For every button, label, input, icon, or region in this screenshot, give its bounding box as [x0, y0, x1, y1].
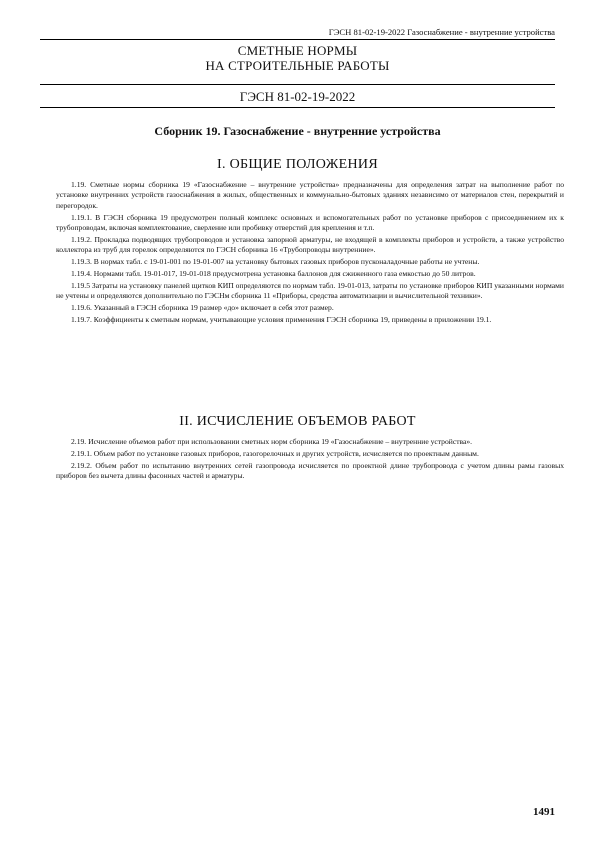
section-heading-volume-calculation: II. ИСЧИСЛЕНИЕ ОБЪЕМОВ РАБОТ	[179, 414, 416, 429]
divider-top	[40, 84, 555, 85]
paragraph: 2.19.2. Объем работ по испытанию внутренних сетей газопровода исчисляется по проектной длине трубопровода с учетом длины рамы газовых приборов без вычета длины фасонных частей и арматуры.	[56, 460, 564, 480]
paragraph: 1.19. Сметные нормы сборника 19 «Газоснабжение – внутренние устройства» предназначены для определения затрат на выполнение работ по установке внутренних устройств газоснабжения в жилых, общественных и коммунально-бытовых зданиях независимо от материалов стен, перекрытий и перегородок.	[56, 180, 564, 210]
paragraph: 1.19.1. В ГЭСН сборника 19 предусмотрен полный комплекс основных и вспомогательных работ по установке приборов с присоединением их к трубопроводам, включая комплектование, сверление или пробивку отверстий для крепления и т.п.	[56, 212, 564, 233]
paragraph: 1.19.7. Коэффициенты к сметным нормам, учитывающие условия применения ГЭСН сборника 19, приведены в приложении 19.1.	[71, 314, 492, 324]
running-header: ГЭСН 81-02-19-2022 Газоснабжение - внутренние устройства	[40, 27, 555, 40]
section-general-body	[56, 180, 564, 326]
collection-title: Сборник 19. Газоснабжение - внутренние устройства	[154, 124, 441, 138]
document-code: ГЭСН 81-02-19-2022	[239, 89, 356, 104]
paragraph: 1.19.5 Затраты на установку панелей щитков КИП определяются по нормам табл. 19-01-013, затраты по установке приборов КИП указанными нормами не учтены и определяются дополнительно по ГЭСНм сборника 11 «Приборы, средства автоматизации и вычислительной техники».	[56, 280, 564, 301]
paragraph: 1.19.6. Указанный в ГЭСН сборника 19 размер «до» включает в себя этот размер.	[71, 302, 334, 312]
paragraph: 1.19.2. Прокладка подводящих трубопроводов и установка запорной арматуры, не входящей в комплекты приборов и устройств, а также устройство коллектора из труб для горелок определяются по ГЭСН сборника 16 «Трубопроводы внутренние».	[56, 234, 564, 255]
paragraph: 1.19.4. Нормами табл. 19-01-017, 19-01-018 предусмотрена установка баллонов для сжиженного газа емкостью до 50 литров.	[71, 268, 476, 278]
paragraph: 1.19.3. В нормах табл. с 19-01-001 по 19-01-007 на установку бытовых газовых приборов пусконаладочные работы не учтены.	[71, 257, 480, 267]
section-heading-general: I. ОБЩИЕ ПОЛОЖЕНИЯ	[217, 157, 378, 172]
divider-bottom	[40, 107, 555, 108]
paragraph: 2.19. Исчисление объемов работ при использовании сметных норм сборника 19 «Газоснабжение – внутренние устройства».	[71, 437, 473, 446]
section-volume-body	[56, 437, 564, 483]
document-title-line-2: НА СТРОИТЕЛЬНЫЕ РАБОТЫ	[205, 58, 390, 73]
paragraph: 2.19.1. Объем работ по установке газовых приборов, газогорелочных и других устройств, исчисляется по проектным данным.	[71, 448, 479, 458]
document-title-line-1: СМЕТНЫЕ НОРМЫ	[237, 43, 358, 58]
page-number: 1491	[533, 806, 555, 818]
